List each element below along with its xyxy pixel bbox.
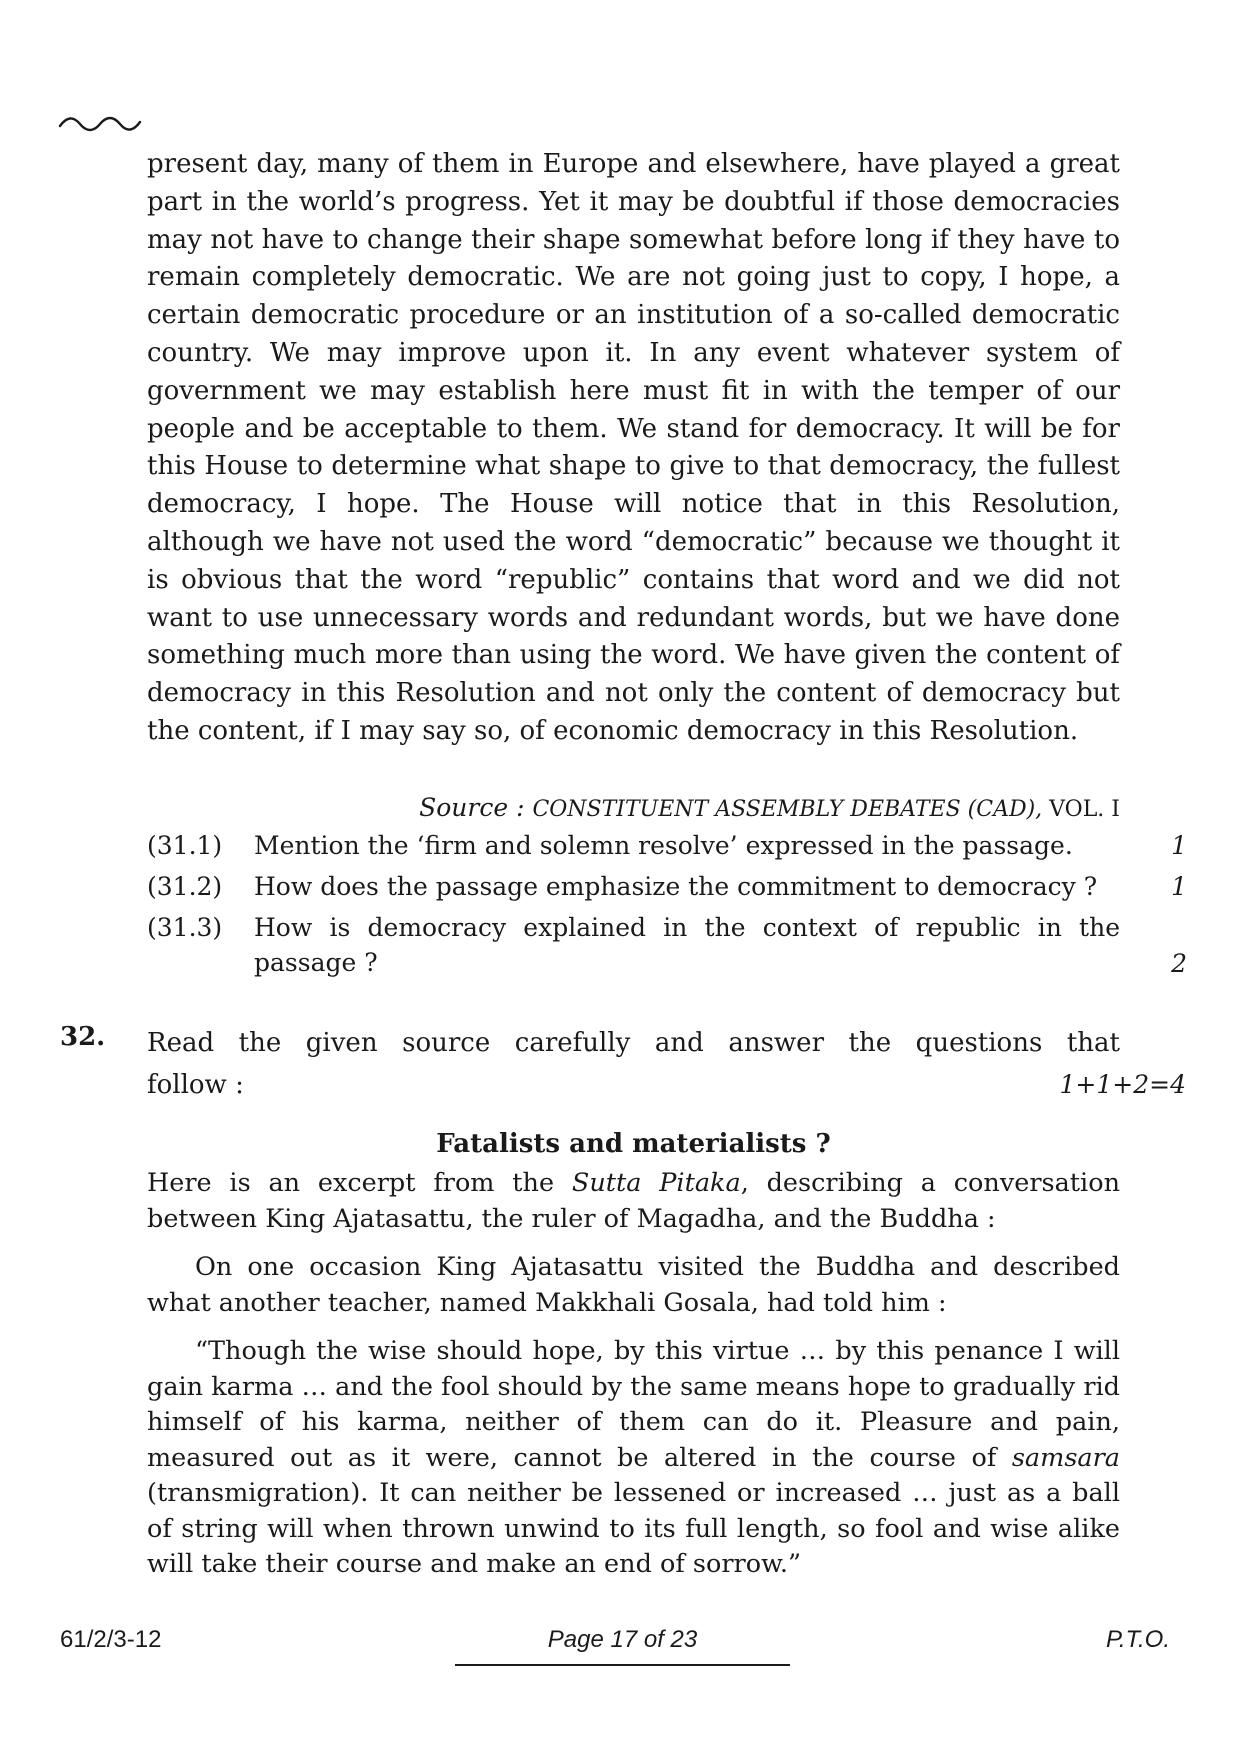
passage-line: is obvious that the word “republic” contains that word and we did not — [147, 564, 1120, 595]
passage-line: the content, if I may say so, of economic democracy in this Resolution. — [147, 715, 1079, 746]
passage-line: remain completely democratic. We are not going just to copy, I hope, a — [147, 262, 1120, 293]
passage-line: democracy in this Resolution and not only the content of democracy but — [147, 678, 1120, 709]
wave-mark-icon — [58, 108, 148, 138]
intro-paragraph: Here is an excerpt from the Sutta Pitaka, describing a conversation between King Ajatasattu, the ruler of Magadha, and the Buddha : — [147, 1168, 1120, 1234]
passage-line: certain democratic procedure or an institution of a so-called democratic — [147, 300, 1120, 331]
passage-line: may not have to change their shape somewhat before long if they have to — [147, 224, 1120, 255]
passage-line: want to use unnecessary words and redundant words, but we have done — [147, 602, 1120, 633]
passage-line: this House to determine what shape to give to that democracy, the fullest — [147, 451, 1120, 482]
passage-line: although we have not used the word “democratic” because we thought it — [147, 526, 1120, 557]
passage-line: country. We may improve upon it. In any event whatever system of — [147, 337, 1120, 368]
passage-text — [147, 146, 1120, 751]
question-32-marks: 1+1+2=4 — [1059, 1070, 1186, 1099]
passage-line: people and be acceptable to them. We stand for democracy. It will be for — [147, 413, 1120, 444]
source-heading: Fatalists and materialists ? — [436, 1129, 831, 1159]
question-number-32: 32. — [60, 1022, 106, 1052]
passage-line: democracy, I hope. The House will notice that in this Resolution, — [147, 489, 1120, 520]
conversation-paragraph: On one occasion King Ajatasattu visited the Buddha and described what another teacher, named Makkhali Gosala, had told him : — [147, 1252, 1120, 1318]
page-number: Page 17 of 23 — [547, 1626, 698, 1653]
footer-rule — [455, 1664, 790, 1666]
passage-line: present day, many of them in Europe and elsewhere, have played a great — [147, 149, 1120, 179]
passage-line: part in the world’s progress. Yet it may be doubtful if those democracies — [147, 186, 1120, 217]
quote-paragraph: “Though the wise should hope, by this virtue … by this penance I will gain karma … and the fool should by the same means hope to gradually rid himself of his karma, neither of them can do it. Pleasure and pain, measured out as it were, cannot be altered in the course of samsara (transmigration). It can neither be lessened or increased … just as a ball of string will when thrown unwind to its full length, so fool and wise alike will take their course and make an end of sorrow.” — [147, 1336, 1120, 1579]
question-32-instruction: Read the given source carefully and answer the questions that follow : — [147, 1028, 1120, 1100]
paper-code: 61/2/3-12 — [60, 1626, 162, 1653]
pto-note: P.T.O. — [1105, 1626, 1170, 1653]
passage-line: something much more than using the word. We have given the content of — [147, 640, 1120, 671]
subquestion-31-3: (31.3) How is democracy explained in the context of republic in the passage ? 2 — [147, 913, 1187, 978]
source-citation: Source : CONSTITUENT ASSEMBLY DEBATES (CAD), VOL. I — [419, 793, 1120, 822]
passage-line: government we may establish here must fit in with the temper of our — [147, 375, 1120, 406]
